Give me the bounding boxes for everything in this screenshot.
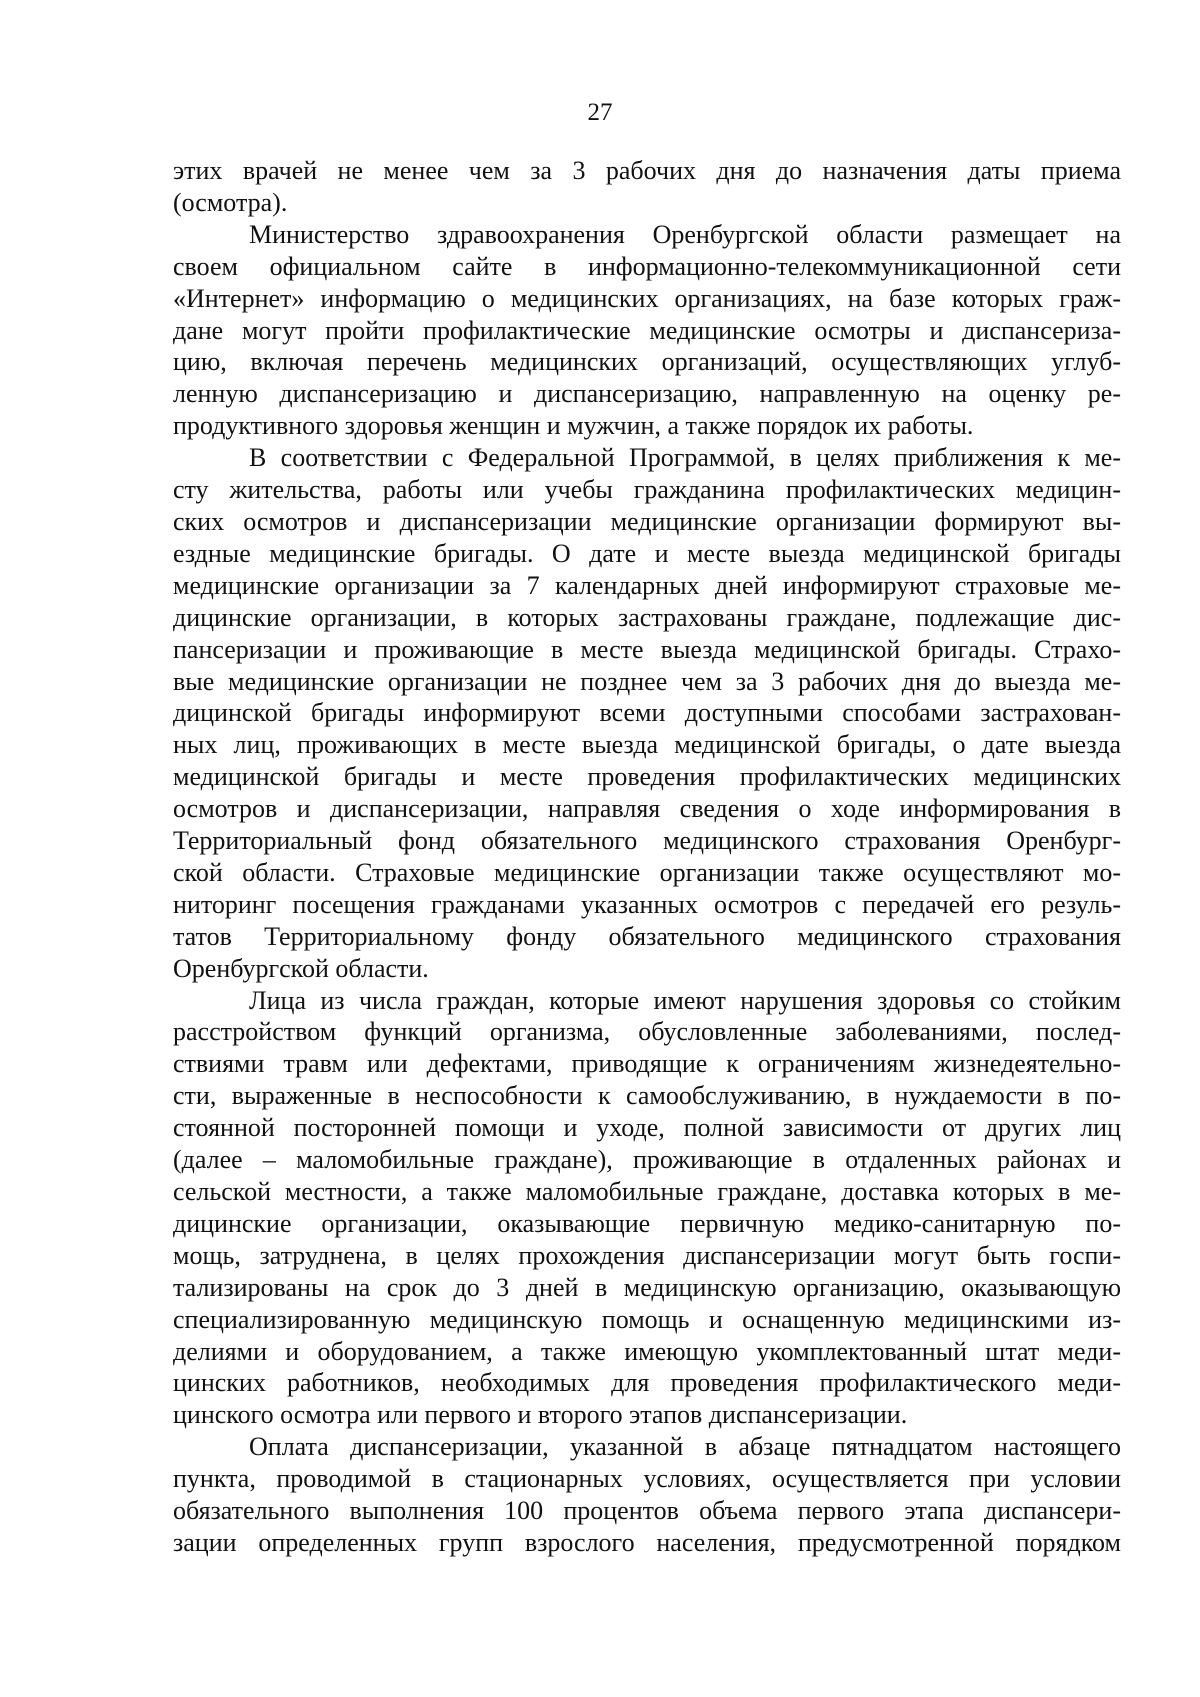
text-line: ствиями травм или дефектами, приводящие к ограничениям жизнедеятельно- bbox=[173, 1049, 1121, 1079]
text-line: В соответствии с Федеральной Программой, в целях приближения к ме- bbox=[249, 443, 1121, 473]
text-line: обязательного выполнения 100 процентов объема первого этапа диспансери- bbox=[173, 1496, 1121, 1526]
paragraph-continuation bbox=[173, 155, 1121, 219]
text-line: (осмотра). bbox=[173, 187, 288, 217]
text-line: специализированную медицинскую помощь и оснащенную медицинскими из- bbox=[173, 1304, 1121, 1334]
text-line: этих врачей не менее чем за 3 рабочих дня до назначения даты приема bbox=[173, 156, 1121, 185]
text-line: (далее – маломобильные граждане), проживающие в отдаленных районах и bbox=[173, 1145, 1121, 1175]
text-line: дицинские организации, в которых застрахованы граждане, подлежащие дис- bbox=[173, 602, 1121, 632]
text-line: делиями и оборудованием, а также имеющую укомплектованный штат меди- bbox=[173, 1336, 1121, 1366]
text-line: ской области. Страховые медицинские организации также осуществляют мо- bbox=[173, 857, 1121, 887]
text-line: ных лиц, проживающих в месте выезда медицинской бригады, о дате выезда bbox=[173, 730, 1121, 760]
text-line: ленную диспансеризацию и диспансеризацию, направленную на оценку ре- bbox=[173, 379, 1121, 409]
text-line: расстройством функций организма, обусловленные заболеваниями, послед- bbox=[173, 1017, 1121, 1047]
text-line: вые медицинские организации не позднее чем за 3 рабочих дня до выезда ме- bbox=[173, 666, 1121, 696]
text-line: Лица из числа граждан, которые имеют нарушения здоровья со стойким bbox=[249, 985, 1121, 1015]
text-line: цинского осмотра или первого и второго этапов диспансеризации. bbox=[173, 1400, 908, 1430]
text-line: «Интернет» информацию о медицинских организациях, на базе которых граж- bbox=[173, 283, 1121, 313]
text-line: зации определенных групп взрослого населения, предусмотренной порядком bbox=[173, 1527, 1121, 1557]
text-line: осмотров и диспансеризации, направляя сведения о ходе информирования в bbox=[173, 794, 1121, 824]
text-line: сельской местности, а также маломобильные граждане, доставка которых в ме- bbox=[173, 1177, 1121, 1206]
page-number: 27 bbox=[587, 99, 613, 126]
text-line: сти, выраженные в неспособности к самообслуживанию, в нуждаемости в по- bbox=[173, 1081, 1121, 1111]
document-body bbox=[173, 155, 1121, 1559]
text-line: Оренбургской области. bbox=[173, 953, 429, 983]
text-line: дицинские организации, оказывающие первичную медико-санитарную по- bbox=[173, 1208, 1121, 1238]
text-line: цию, включая перечень медицинских организаций, осуществляющих углуб- bbox=[173, 347, 1121, 377]
text-line: ниторинг посещения гражданами указанных осмотров с передачей его резуль- bbox=[173, 889, 1121, 919]
text-line: Территориальный фонд обязательного медицинского страхования Оренбург- bbox=[173, 826, 1121, 856]
text-line: цинских работников, необходимых для проведения профилактического меди- bbox=[173, 1368, 1121, 1398]
text-line: Министерство здравоохранения Оренбургской области размещает на bbox=[249, 219, 1121, 249]
text-line: своем официальном сайте в информационно-телекоммуникационной сети bbox=[173, 251, 1121, 281]
text-line: дицинской бригады информируют всеми доступными способами застрахован- bbox=[173, 698, 1121, 728]
paragraph-payment bbox=[173, 1431, 1121, 1559]
text-line: медицинские организации за 7 календарных дней информируют страховые ме- bbox=[173, 570, 1121, 600]
text-line: стоянной посторонней помощи и уходе, полной зависимости от других лиц bbox=[173, 1113, 1121, 1143]
text-line: пансеризации и проживающие в месте выезда медицинской бригады. Страхо- bbox=[173, 634, 1121, 664]
paragraph-low-mobility-citizens bbox=[173, 985, 1121, 1432]
text-line: продуктивного здоровья женщин и мужчин, а также порядок их работы. bbox=[173, 411, 974, 441]
text-line: пункта, проводимой в стационарных условиях, осуществляется при условии bbox=[173, 1464, 1121, 1494]
paragraph-mobile-brigades bbox=[173, 442, 1121, 984]
text-line: тализированы на срок до 3 дней в медицинскую организацию, оказывающую bbox=[173, 1272, 1121, 1302]
text-line: татов Территориальному фонду обязательного медицинского страхования bbox=[173, 921, 1121, 951]
text-line: дане могут пройти профилактические медицинские осмотры и диспансериза- bbox=[173, 315, 1121, 345]
text-line: медицинской бригады и месте проведения профилактических медицинских bbox=[173, 762, 1121, 792]
text-line: ездные медицинские бригады. О дате и месте выезда медицинской бригады bbox=[173, 538, 1121, 568]
text-line: мощь, затруднена, в целях прохождения диспансеризации могут быть госпи- bbox=[173, 1240, 1121, 1270]
paragraph-ministry-website bbox=[173, 219, 1121, 442]
text-line: ских осмотров и диспансеризации медицинские организации формируют вы- bbox=[173, 506, 1121, 536]
text-line: сту жительства, работы или учебы гражданина профилактических медицин- bbox=[173, 475, 1121, 505]
text-line: Оплата диспансеризации, указанной в абзаце пятнадцатом настоящего bbox=[249, 1432, 1121, 1462]
